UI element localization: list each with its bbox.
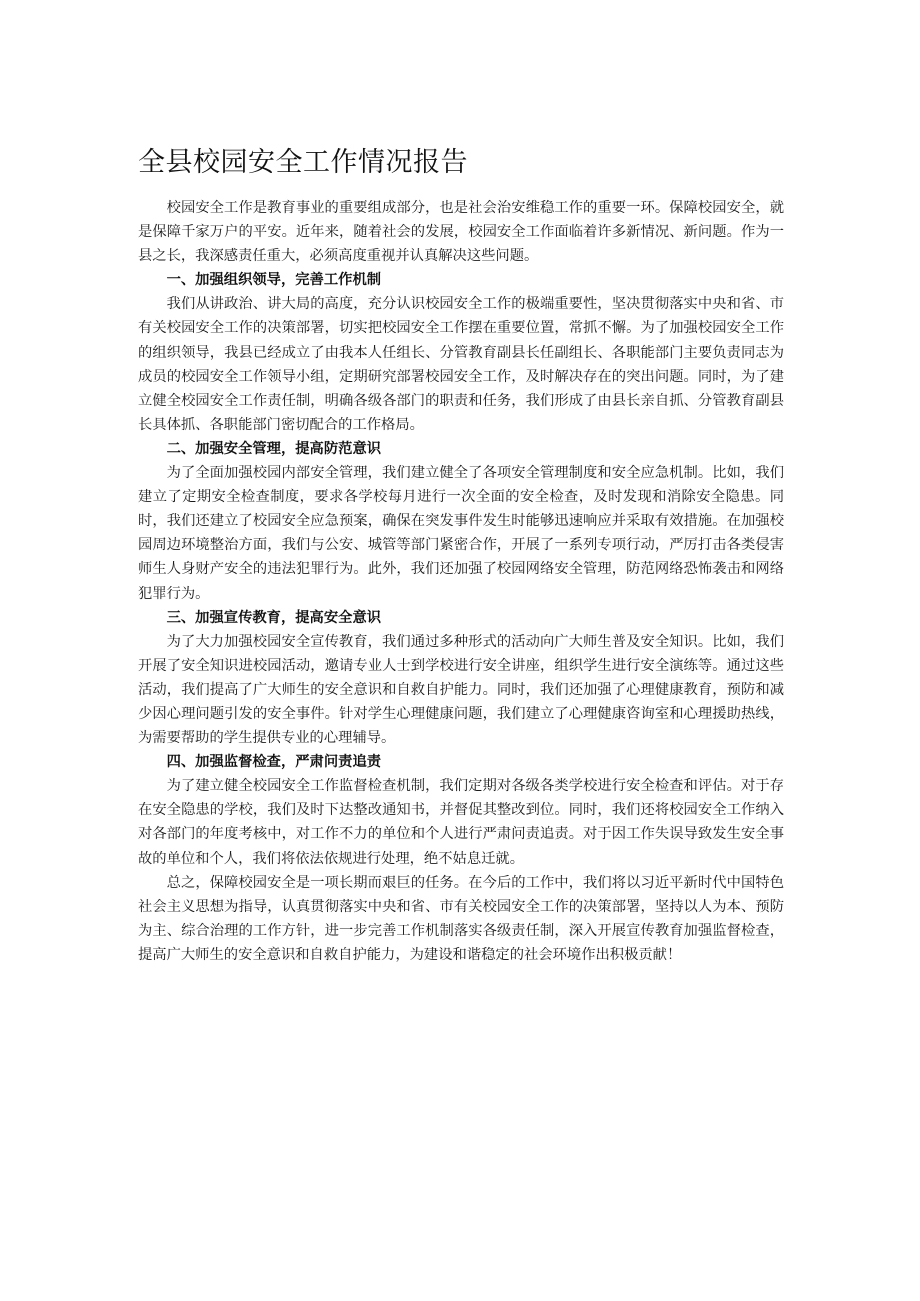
section-1-body: 我们从讲政治、讲大局的高度，充分认识校园安全工作的极端重要性，坚决贯彻落实中央和省、市有关校园安全工作的决策部署，切实把校园安全工作摆在重要位置，常抓不懈。为了加强校园安全工作的组织领导，我县已经成立了由我本人任组长、分管教育副县长任副组长、各职能部门主要负责同志为成员的校园安全工作领导小组，定期研究部署校园安全工作，及时解决存在的突出问题。同时，为了建立健全校园安全工作责任制，明确各级各部门的职责和任务，我们形成了由县长亲自抓、分管教育副县长具体抓、各职能部门密切配合的工作格局。 bbox=[138, 296, 784, 433]
document-body bbox=[138, 196, 784, 967]
section-3-body: 为了大力加强校园安全宣传教育，我们通过多种形式的活动向广大师生普及安全知识。比如，我们开展了安全知识进校园活动，邀请专业人士到学校进行安全讲座，组织学生进行安全演练等。通过这些活动，我们提高了广大师生的安全意识和自救自护能力。同时，我们还加强了心理健康教育，预防和减少因心理问题引发的安全事件。针对学生心理健康问题，我们建立了心理健康咨询室和心理援助热线，为需要帮助的学生提供专业的心理辅导。 bbox=[138, 633, 784, 747]
section-2-heading: 二、加强安全管理，提高防范意识 bbox=[166, 440, 382, 457]
conclusion-paragraph: 总之，保障校园安全是一项长期而艰巨的任务。在今后的工作中，我们将以习近平新时代中国特色社会主义思想为指导，认真贯彻落实中央和省、市有关校园安全工作的决策部署，坚持以人为本、预防为主、综合治理的工作方针，进一步完善工作机制落实各级责任制，深入开展宣传教育加强监督检查，提高广大师生的安全意识和自救自护能力，为建设和谐稳定的社会环境作出积极贡献！ bbox=[138, 874, 784, 963]
section-4-heading: 四、加强监督检查，严肃问责追责 bbox=[166, 754, 382, 771]
intro-paragraph: 校园安全工作是教育事业的重要组成部分，也是社会治安维稳工作的重要一环。保障校园安全，就是保障千家万户的平安。近年来，随着社会的发展，校园安全工作面临着许多新情况、新问题。作为一县之长，我深感责任重大，必须高度重视并认真解决这些问题。 bbox=[138, 200, 784, 265]
section-2-body: 为了全面加强校园内部安全管理，我们建立健全了各项安全管理制度和安全应急机制。比如，我们建立了定期安全检查制度，要求各学校每月进行一次全面的安全检查，及时发现和消除安全隐患。同时，我们还建立了校园安全应急预案，确保在突发事件发生时能够迅速响应并采取有效措施。在加强校园周边环境整治方面，我们与公安、城管等部门紧密合作，开展了一系列专项行动，严厉打击各类侵害师生人身财产安全的违法犯罪行为。此外，我们还加强了校园网络安全管理，防范网络恐怖袭击和网络犯罪行为。 bbox=[138, 465, 784, 602]
section-1-heading: 一、加强组织领导，完善工作机制 bbox=[166, 272, 382, 289]
document-title: 全县校园安全工作情况报告 bbox=[138, 147, 468, 178]
section-3-heading: 三、加强宣传教育，提高安全意识 bbox=[166, 609, 382, 626]
section-4-body: 为了建立健全校园安全工作监督检查机制，我们定期对各级各类学校进行安全检查和评估。对于存在安全隐患的学校，我们及时下达整改通知书，并督促其整改到位。同时，我们还将校园安全工作纳入对各部门的年度考核中，对工作不力的单位和个人进行严肃问责追责。对于因工作失误导致发生安全事故的单位和个人，我们将依法依规进行处理，绝不姑息迁就。 bbox=[138, 778, 784, 867]
